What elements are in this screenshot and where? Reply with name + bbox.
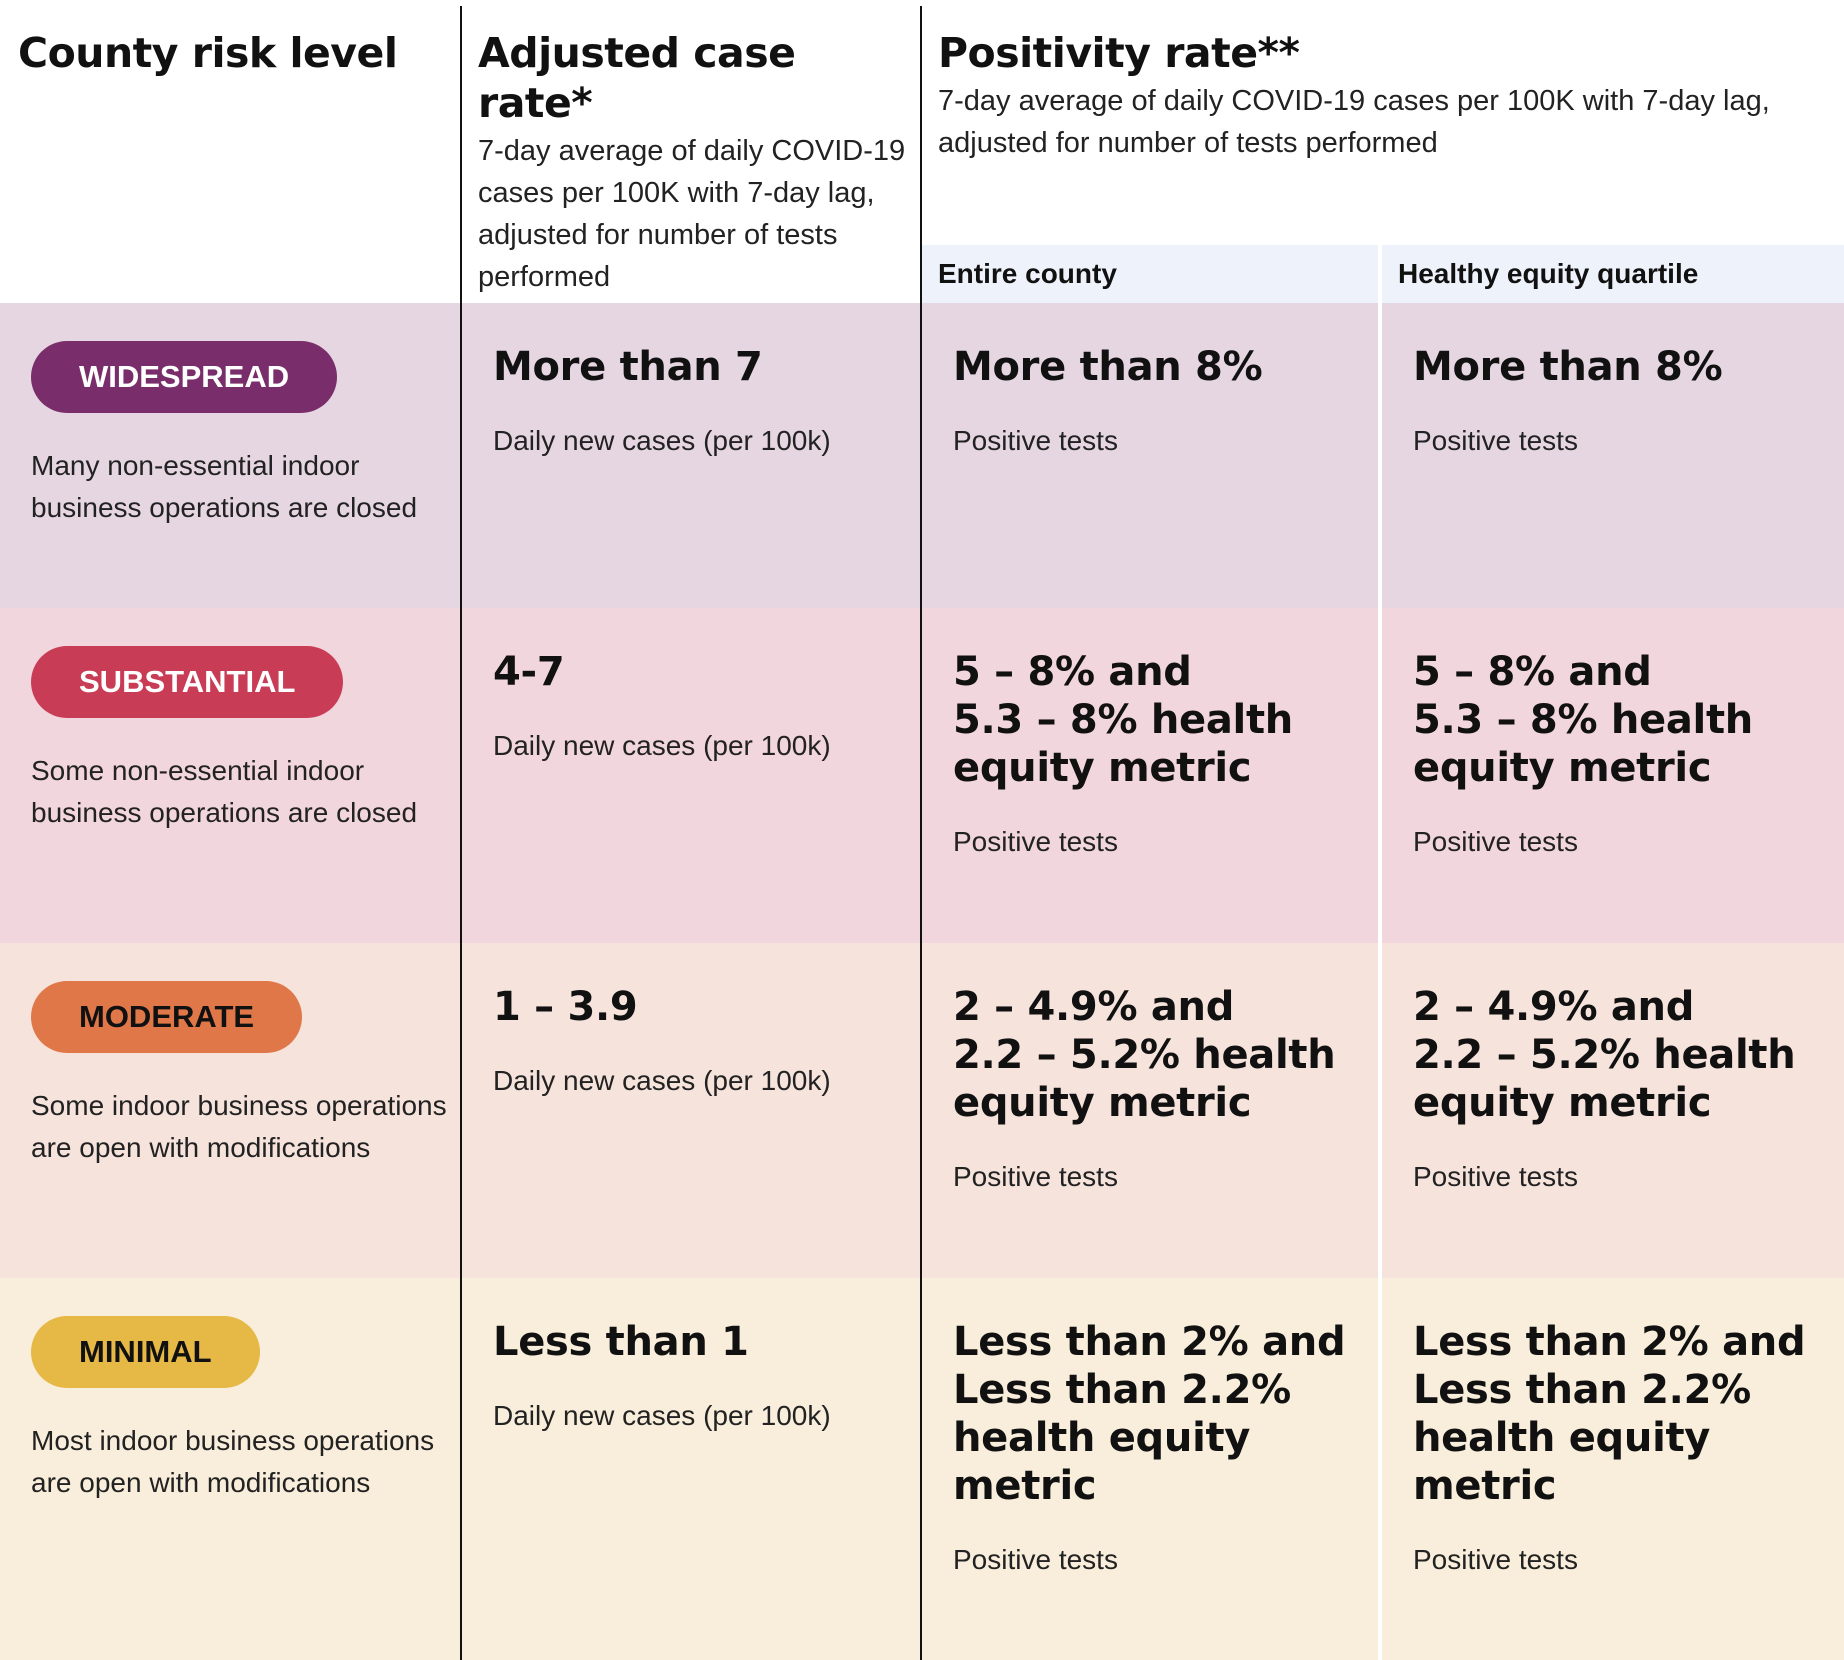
equity-positivity-cell (1382, 1278, 1844, 1660)
case-rate-label: Daily new cases (per 100k) (493, 1065, 831, 1096)
risk-cell (0, 608, 460, 943)
header-positivity-rate-subtitle: 7-day average of daily COVID-19 cases per 100K with 7-day lag, adjusted for number of tests performed (938, 85, 1770, 159)
risk-cell (0, 303, 460, 608)
case-rate-value: 1 – 3.9 (493, 984, 638, 1030)
risk-level-badge: MODERATE (31, 981, 302, 1053)
risk-description: Many non-essential indoor business operations are closed (31, 450, 418, 523)
county-positivity-value: 5 – 8% and 5.3 – 8% health equity metric (953, 649, 1293, 791)
county-positivity-value: 2 – 4.9% and 2.2 – 5.2% health equity metric (953, 984, 1336, 1126)
header-risk-level (18, 0, 448, 302)
risk-cell (0, 1278, 460, 1660)
risk-description: Some indoor business operations are open with modifications (31, 1090, 447, 1163)
county-positivity-label: Positive tests (953, 1161, 1118, 1192)
county-positivity-cell (922, 1278, 1380, 1660)
case-rate-cell (462, 943, 920, 1278)
risk-level-badge: MINIMAL (31, 1316, 260, 1388)
county-positivity-cell (922, 608, 1380, 943)
header-case-rate (478, 0, 908, 302)
equity-positivity-value: 2 – 4.9% and 2.2 – 5.2% health equity metric (1413, 984, 1796, 1126)
equity-positivity-label: Positive tests (1413, 826, 1578, 857)
column-divider (460, 6, 462, 1660)
equity-positivity-label: Positive tests (1413, 425, 1578, 456)
equity-positivity-cell (1382, 943, 1844, 1278)
county-positivity-cell (922, 943, 1380, 1278)
county-positivity-cell (922, 303, 1380, 608)
case-rate-label: Daily new cases (per 100k) (493, 1400, 831, 1431)
case-rate-cell (462, 303, 920, 608)
case-rate-value: More than 7 (493, 344, 763, 390)
header-case-rate-title: Adjusted case rate* (478, 29, 796, 127)
risk-level-badge: WIDESPREAD (31, 341, 337, 413)
subcolumn-divider (1378, 245, 1382, 1660)
case-rate-cell (462, 608, 920, 943)
county-positivity-value: More than 8% (953, 344, 1263, 390)
risk-cell (0, 943, 460, 1278)
county-positivity-label: Positive tests (953, 1544, 1118, 1575)
risk-description: Some non-essential indoor business operations are closed (31, 755, 418, 828)
county-positivity-label: Positive tests (953, 826, 1118, 857)
equity-positivity-value: More than 8% (1413, 344, 1723, 390)
equity-positivity-cell (1382, 608, 1844, 943)
risk-level-badge: SUBSTANTIAL (31, 646, 343, 718)
equity-positivity-label: Positive tests (1413, 1544, 1578, 1575)
case-rate-label: Daily new cases (per 100k) (493, 730, 831, 761)
case-rate-value: 4-7 (493, 649, 565, 695)
risk-description: Most indoor business operations are open with modifications (31, 1425, 435, 1498)
header-positivity-rate-title: Positivity rate** (938, 29, 1300, 77)
case-rate-label: Daily new cases (per 100k) (493, 425, 831, 456)
case-rate-cell (462, 1278, 920, 1660)
subheader-entire-county: Entire county (922, 245, 1380, 303)
case-rate-value: Less than 1 (493, 1319, 749, 1365)
county-positivity-value: Less than 2% and Less than 2.2% health equity metric (953, 1319, 1346, 1509)
equity-positivity-label: Positive tests (1413, 1161, 1578, 1192)
header-case-rate-subtitle: 7-day average of daily COVID-19 cases per 100K with 7-day lag, adjusted for number of tests performed (478, 135, 906, 293)
equity-positivity-value: 5 – 8% and 5.3 – 8% health equity metric (1413, 649, 1753, 791)
header-risk-level-title: County risk level (18, 29, 398, 77)
column-divider (920, 6, 922, 1660)
equity-positivity-value: Less than 2% and Less than 2.2% health equity metric (1413, 1319, 1806, 1509)
county-positivity-label: Positive tests (953, 425, 1118, 456)
equity-positivity-cell (1382, 303, 1844, 608)
subheader-equity-quartile: Healthy equity quartile (1382, 245, 1844, 303)
